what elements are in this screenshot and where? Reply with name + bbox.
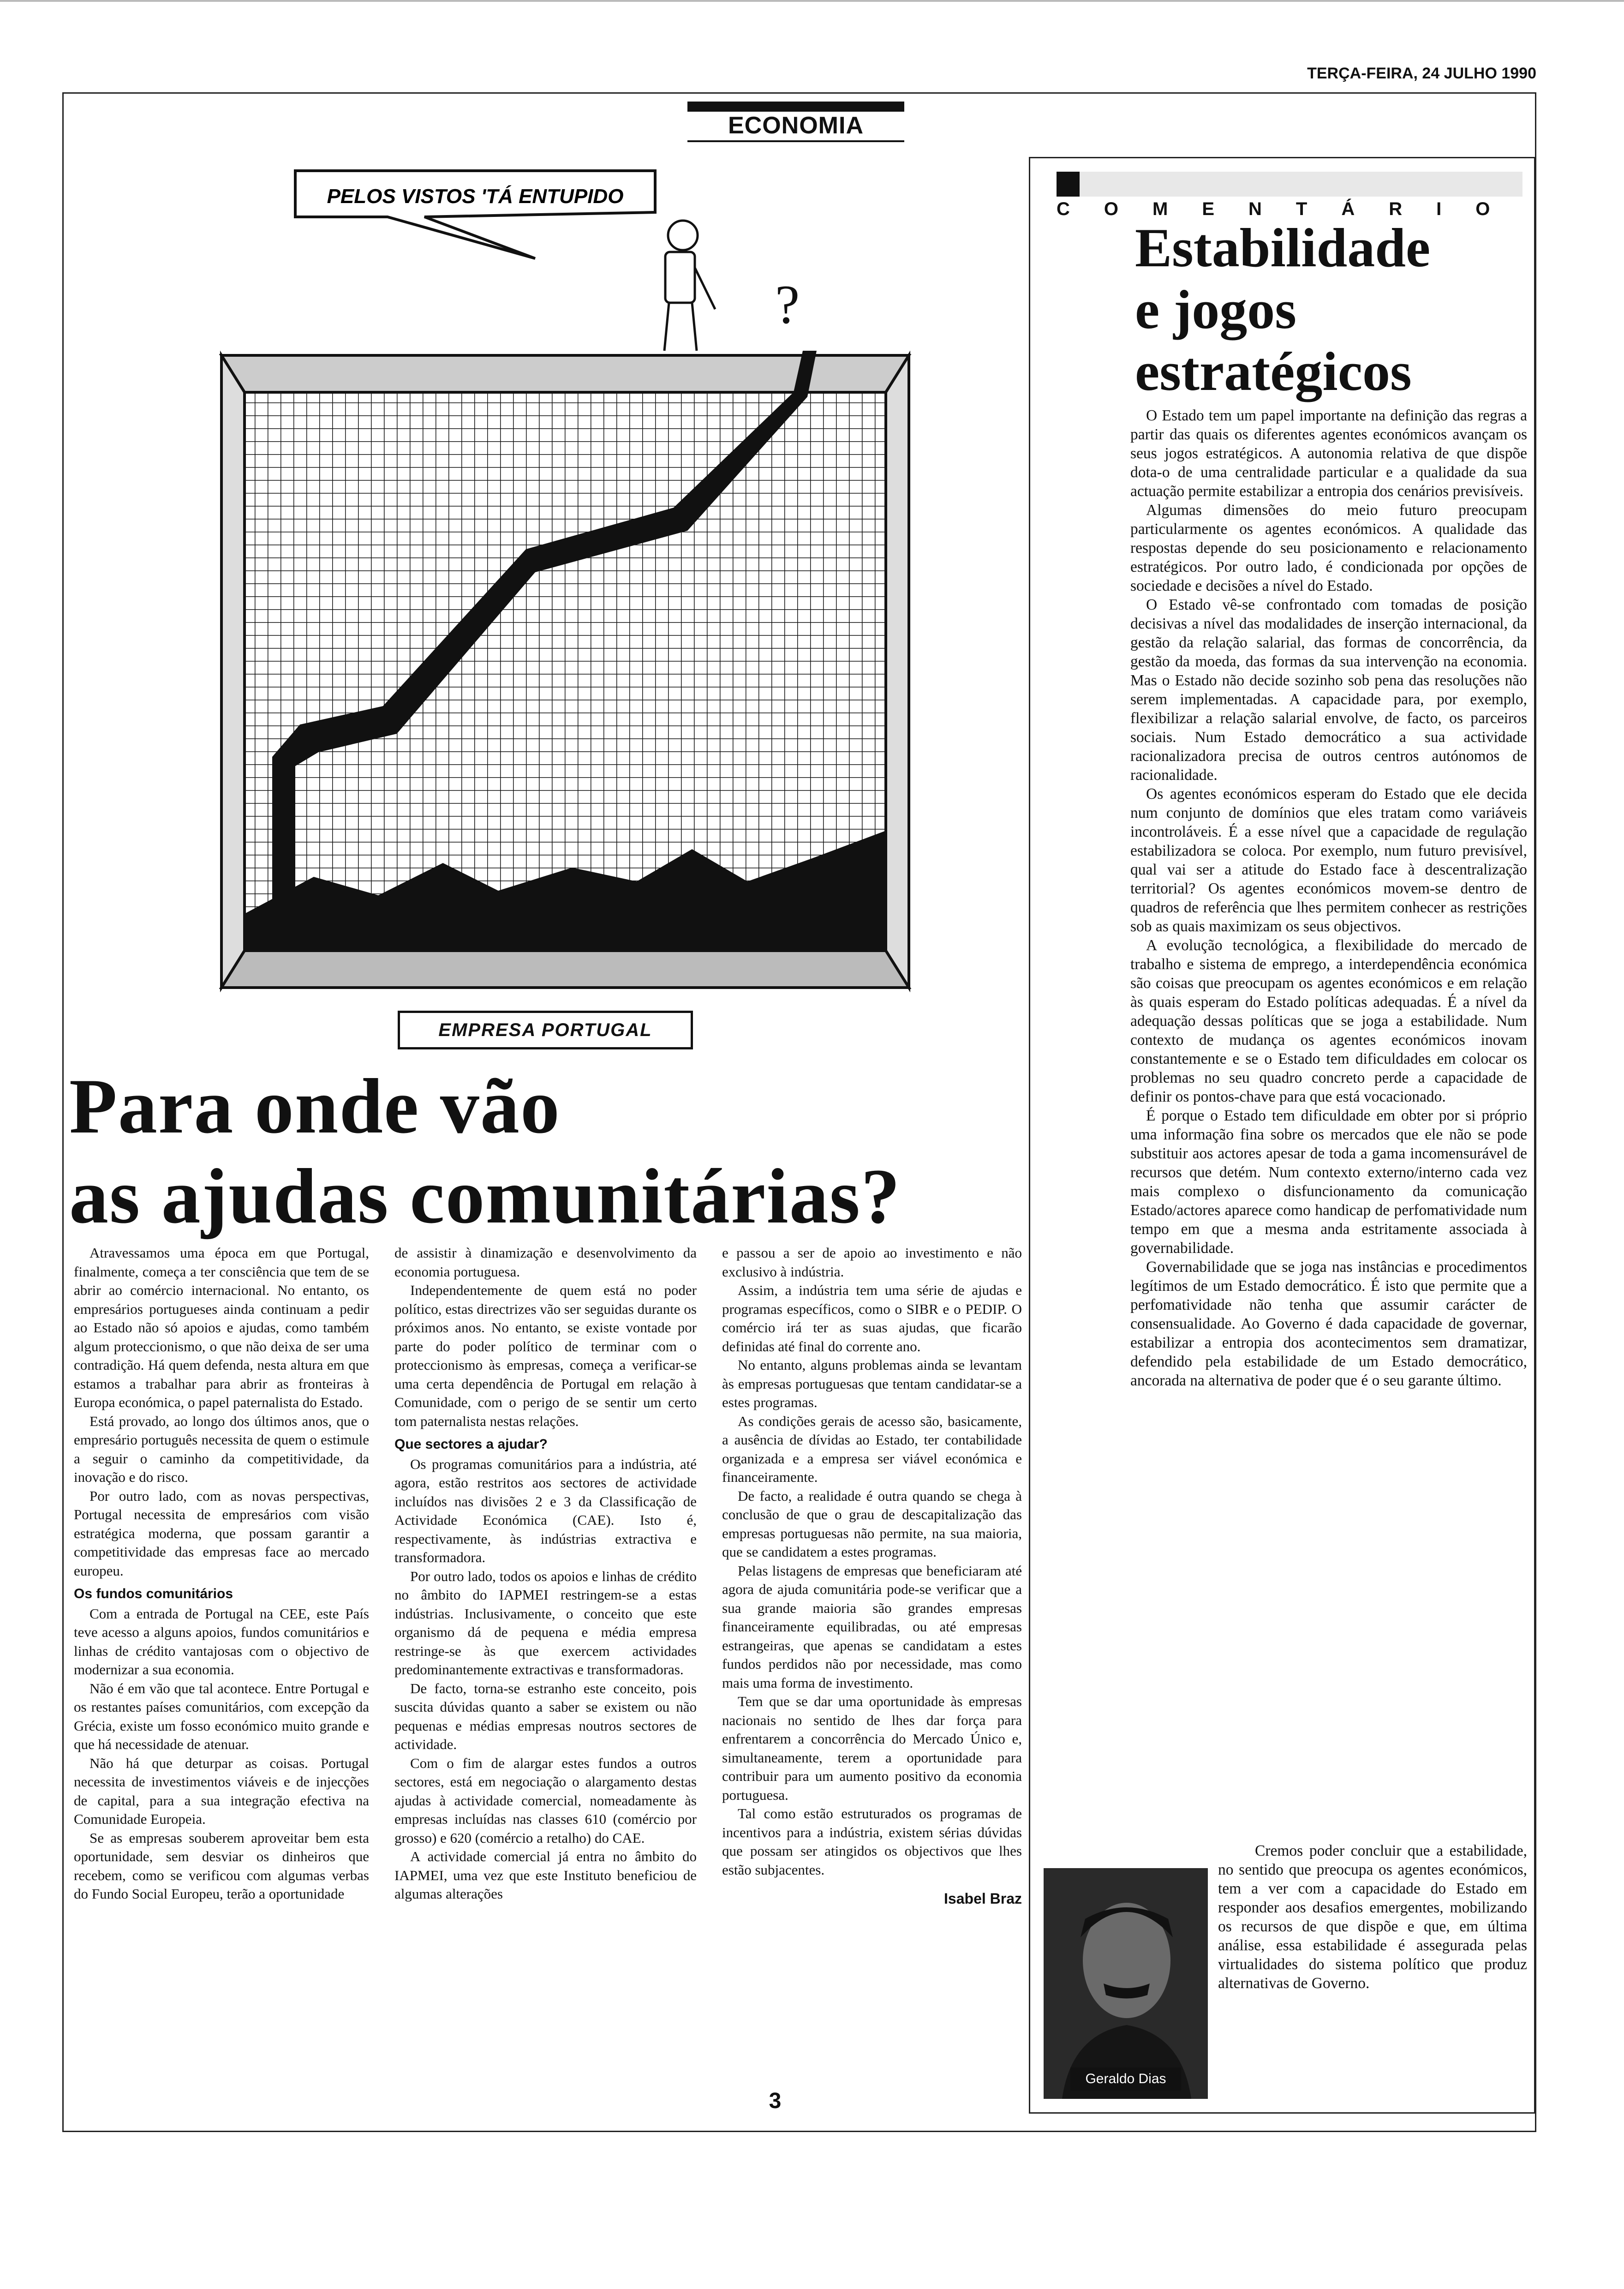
photo-caption: Geraldo Dias	[1070, 2067, 1181, 2091]
paragraph: Os agentes económicos esperam do Estado que ele decida num conjunto de domínios que eles tratam como variáveis incontroláveis. É a esse nível que a capacidade de regulação estabilizadora se coloca. Por exemplo, num futuro previsível, qual vai ser a atitude do Estado face à descentralização territorial? Os agentes económicos movem-se dentro de quadros de referência que lhes permitem conhecer as restrições sob as quais maximizam os seus objectivos.	[1130, 785, 1527, 935]
paragraph: A evolução tecnológica, a flexibilidade do mercado de trabalho e sistema de emprego, a interdependência económica são coisas que preocupam os agentes económicos e em relação às quais esperam do Estado políticas adequadas. É a nível da adequação dessas políticas que se joga a estabilidade. Num contexto de mudança os agentes económicos inovam constantemente e se o Estado tem dificuldades em colocar os problemas no seu quadro concreto perde a capacidade de definir os pontos-chave para que está vocacionado.	[1130, 937, 1527, 1105]
paragraph: Atravessamos uma época em que Portugal, finalmente, começa a ter consciência que tem de se abrir ao comércio internacional. No entanto, os empresários portugueses ainda continuam a pedir ao Estado não só apoios e ajudas, como também algum proteccionismo, o que não deixa de ser uma contradição. Há quem defenda, nesta altura em que estamos a trabalhar para abrir as fronteiras à Europa económica, o papel paternalista do Estado.	[74, 1245, 369, 1410]
question-mark-icon: ?	[775, 274, 800, 335]
paragraph: Não há que deturpar as coisas. Portugal necessita de investimentos viáveis e de injecções de capital, para a sua integração efectiva na Comunidade Europeia.	[74, 1755, 369, 1827]
chart-frame	[221, 351, 909, 988]
paragraph: de assistir à dinamização e desenvolvimento da economia portuguesa.	[394, 1245, 697, 1280]
paragraph: Cremos poder concluir que a estabilidade, no sentido que preocupa os agentes económicos, tem a ver com a capacidade do Estado em responder aos desafios emergentes, mobilizando os recursos de que dispõe e que, em última análise, essa estabilidade é assegurada pelas virtualidades do sistema político que produz alternativas de Governo.	[1218, 1842, 1527, 1992]
paragraph: É porque o Estado tem dificuldade em obter por si próprio uma informação fina sobre os mercados que ele não se pode substituir aos actores apesar de toda a gama incomensurável de recursos que detém. Num contexto externo/interno cada vez mais complexo o disfuncionamento da comunicação Estado/actores aparece como handicap de perfomatividade num tempo em que a mesma anda estritamente associada à governabilidade.	[1130, 1107, 1527, 1257]
comment-label-bar	[1057, 172, 1524, 219]
paragraph: Com a entrada de Portugal na CEE, este País teve acesso a alguns apoios, fundos comunitários e linhas de crédito vantajosas com o objectivo de modernizar a sua economia.	[74, 1605, 369, 1678]
paragraph: Não é em vão que tal acontece. Entre Portugal e os restantes países comunitários, com excepção da Grécia, existe um fosso económico muito grande e que há necessidade de atenuar.	[74, 1680, 369, 1752]
dateline: TERÇA-FEIRA, 24 JULHO 1990	[1307, 65, 1536, 82]
paragraph: Assim, a indústria tem uma série de ajudas e programas específicos, como o SIBR e o PEDIP. O comércio irá ter as suas ajudas, que ficarão definidas até final do corrente ano.	[722, 1282, 1022, 1354]
paragraph: O Estado tem um papel importante na definição das regras a partir das quais os diferentes agentes económicos avançam os seus jogos estratégicos. A autonomia relativa de que dispõe dota-o de uma centralidade particular e a qualidade da sua actuação permite estabilizar a entropia dos cenários previsíveis.	[1130, 407, 1527, 500]
paragraph: De facto, torna-se estranho este conceito, pois suscita dúvidas quanto a saber se existem ou não pequenas e médias empresas noutros sectores de actividade.	[394, 1680, 697, 1752]
paragraph: Está provado, ao longo dos últimos anos, que o empresário português necessita de quem o estimule a seguir o caminho da competitividade, da inovação e do risco.	[74, 1413, 369, 1485]
paragraph: Independentemente de quem está no poder político, estas directrizes vão ser seguidas durante os próximos anos. No entanto, se existe vontade por parte do poder político de terminar com o proteccionismo às empresas, começa a verificar-se uma certa dependência de Portugal em relação à Comunidade, com o perigo de se sentir um certo tom paternalista nestas relações.	[394, 1282, 697, 1429]
top-rule	[0, 0, 1624, 2]
paragraph: Por outro lado, com as novas perspectivas, Portugal necessita de empresários com visão estratégica moderna, que possam garantir a competitividade das empresas face ao mercado europeu.	[74, 1487, 369, 1579]
page-number: 3	[769, 2089, 782, 2113]
section-label: ECONOMIA	[687, 102, 904, 142]
speech-text: PELOS VISTOS 'TÁ ENTUPIDO	[327, 185, 624, 208]
headline-line-2: as ajudas comunitárias?	[69, 1153, 901, 1240]
comment-title-line-3: estratégicos	[1135, 341, 1412, 402]
article-column-1	[74, 1244, 369, 1904]
comment-title-line-2: e jogos	[1135, 279, 1296, 340]
comment-title-line-1: Estabilidade	[1135, 217, 1431, 278]
paragraph: Algumas dimensões do meio futuro preocupam particularmente os agentes económicos. A qualidade das respostas depende do seu posicionamento e relacionamento estratégicos. Por outro lado, é condicionada por opções de sociedade e decisões a nível do Estado.	[1130, 502, 1527, 594]
speech-bubble	[295, 171, 655, 258]
paragraph: e passou a ser de apoio ao investimento e não exclusivo à indústria.	[722, 1245, 1022, 1280]
paragraph: Os programas comunitários para a indústria, até agora, estão restritos aos sectores de actividade incluídos nas divisões 2 e 3 da Classificação de Actividade Económica (CAE). Isto é, respectivamente, às indústrias extractiva e transformadora.	[394, 1456, 697, 1565]
author-photo	[1044, 1868, 1208, 2099]
plumber-figure	[664, 221, 715, 351]
comment-closing	[1218, 1841, 1527, 1993]
paragraph: Com o fim de alargar estes fundos a outros sectores, está em negociação o alargamento destas ajudas à actividade comercial, nomeadamente às empresas incluídas nas classes 610 (comércio por grosso) e 620 (comércio a retalho) do CAE.	[394, 1755, 697, 1846]
cartoon-illustration	[203, 157, 941, 992]
paragraph: Se as empresas souberem aproveitar bem esta oportunidade, sem desviar os dinheiros que recebem, como se verificou com algumas verbas do Fundo Social Europeu, terão a oportunidade	[74, 1829, 369, 1902]
byline: Isabel Braz	[944, 1890, 1022, 1907]
paragraph: Por outro lado, todos os apoios e linhas de crédito no âmbito do IAPMEI restringem-se a estas indústrias. Inclusivamente, o conceito que este organismo dá de pequena e média empresa restringe-se às que exercem actividades predominantemente extractivas e transformadoras.	[394, 1568, 697, 1678]
article-headline	[69, 1061, 992, 1241]
label-square-icon	[1057, 172, 1080, 197]
portrait-icon	[1044, 1868, 1208, 2099]
paragraph: Governabilidade que se joga nas instâncias e procedimentos legítimos de um Estado democrático. É isto que permite que a perfomatividade não tenha que assumir carácter de consensualidade. Ao Governo é dada capacidade de governar, estabilizar a entropia dos acontecimentos sem dramatizar, defendido pela estabilidade de um Estado democrático, ancorada na alternativa de poder que é o seu garante último.	[1130, 1258, 1527, 1389]
paragraph: De facto, a realidade é outra quando se chega à conclusão de que o grau de descapitalização das empresas portuguesas não permite, na sua maioria, que se candidatem a estes programas.	[722, 1487, 1022, 1560]
subheading: Os fundos comunitários	[74, 1586, 233, 1601]
paragraph: Tem que se dar uma oportunidade às empresas nacionais no sentido de lhes dar força para enfrentarem a concorrência do Mercado Único e, simultaneamente, terem a oportunidade para contribuir para um aumento positivo da economia portuguesa.	[722, 1693, 1022, 1803]
article-column-3	[722, 1244, 1022, 1908]
comment-body	[1130, 406, 1527, 1390]
subheading: Que sectores a ajudar?	[394, 1437, 548, 1452]
paragraph: As condições gerais de acesso são, basicamente, a ausência de dívidas ao Estado, ter contabilidade organizada e a empresa ser viável económica e financeiramente.	[722, 1413, 1022, 1485]
comment-label: COMENTÁRIO	[1057, 199, 1524, 219]
comment-title	[1135, 217, 1513, 402]
cartoon-caption: EMPRESA PORTUGAL	[398, 1011, 693, 1049]
article-column-2	[394, 1244, 697, 1904]
paragraph: A actividade comercial já entra no âmbito do IAPMEI, uma vez que este Instituto beneficiou de algumas alterações	[394, 1848, 697, 1902]
paragraph: Pelas listagens de empresas que beneficiaram até agora de ajuda comunitária pode-se verificar que a sua grande maioria são grandes empresas financeiramente equilibradas, ou até empresas estrangeiras, que apenas se candidatam a estes fundos perdidos não por necessidade, mas como mais uma forma de investimento.	[722, 1562, 1022, 1691]
paragraph: Tal como estão estruturados os programas de incentivos para a indústria, existem sérias dúvidas que possam ser atingidos os objectivos que lhes estão subjacentes.	[722, 1805, 1022, 1878]
paragraph: No entanto, alguns problemas ainda se levantam às empresas portuguesas que tentam candidatar-se a estes programas.	[722, 1357, 1022, 1410]
headline-line-1: Para onde vão	[69, 1063, 561, 1150]
paragraph: O Estado vê-se confrontado com tomadas de posição decisivas a nível das modalidades de inserção internacional, da gestão da relação salarial, das formas de concorrência, da gestão da moeda, das formas da sua intervenção na economia. Mas o Estado não decide sozinho sob pena das resoluções não serem implementadas. A capacidade para, por exemplo, flexibilizar a relação salarial envolve, de facto, os parceiros sociais. Num Estado democrático a sua actividade racionalizadora precisa de outros centros autónomos de racionalidade.	[1130, 596, 1527, 784]
